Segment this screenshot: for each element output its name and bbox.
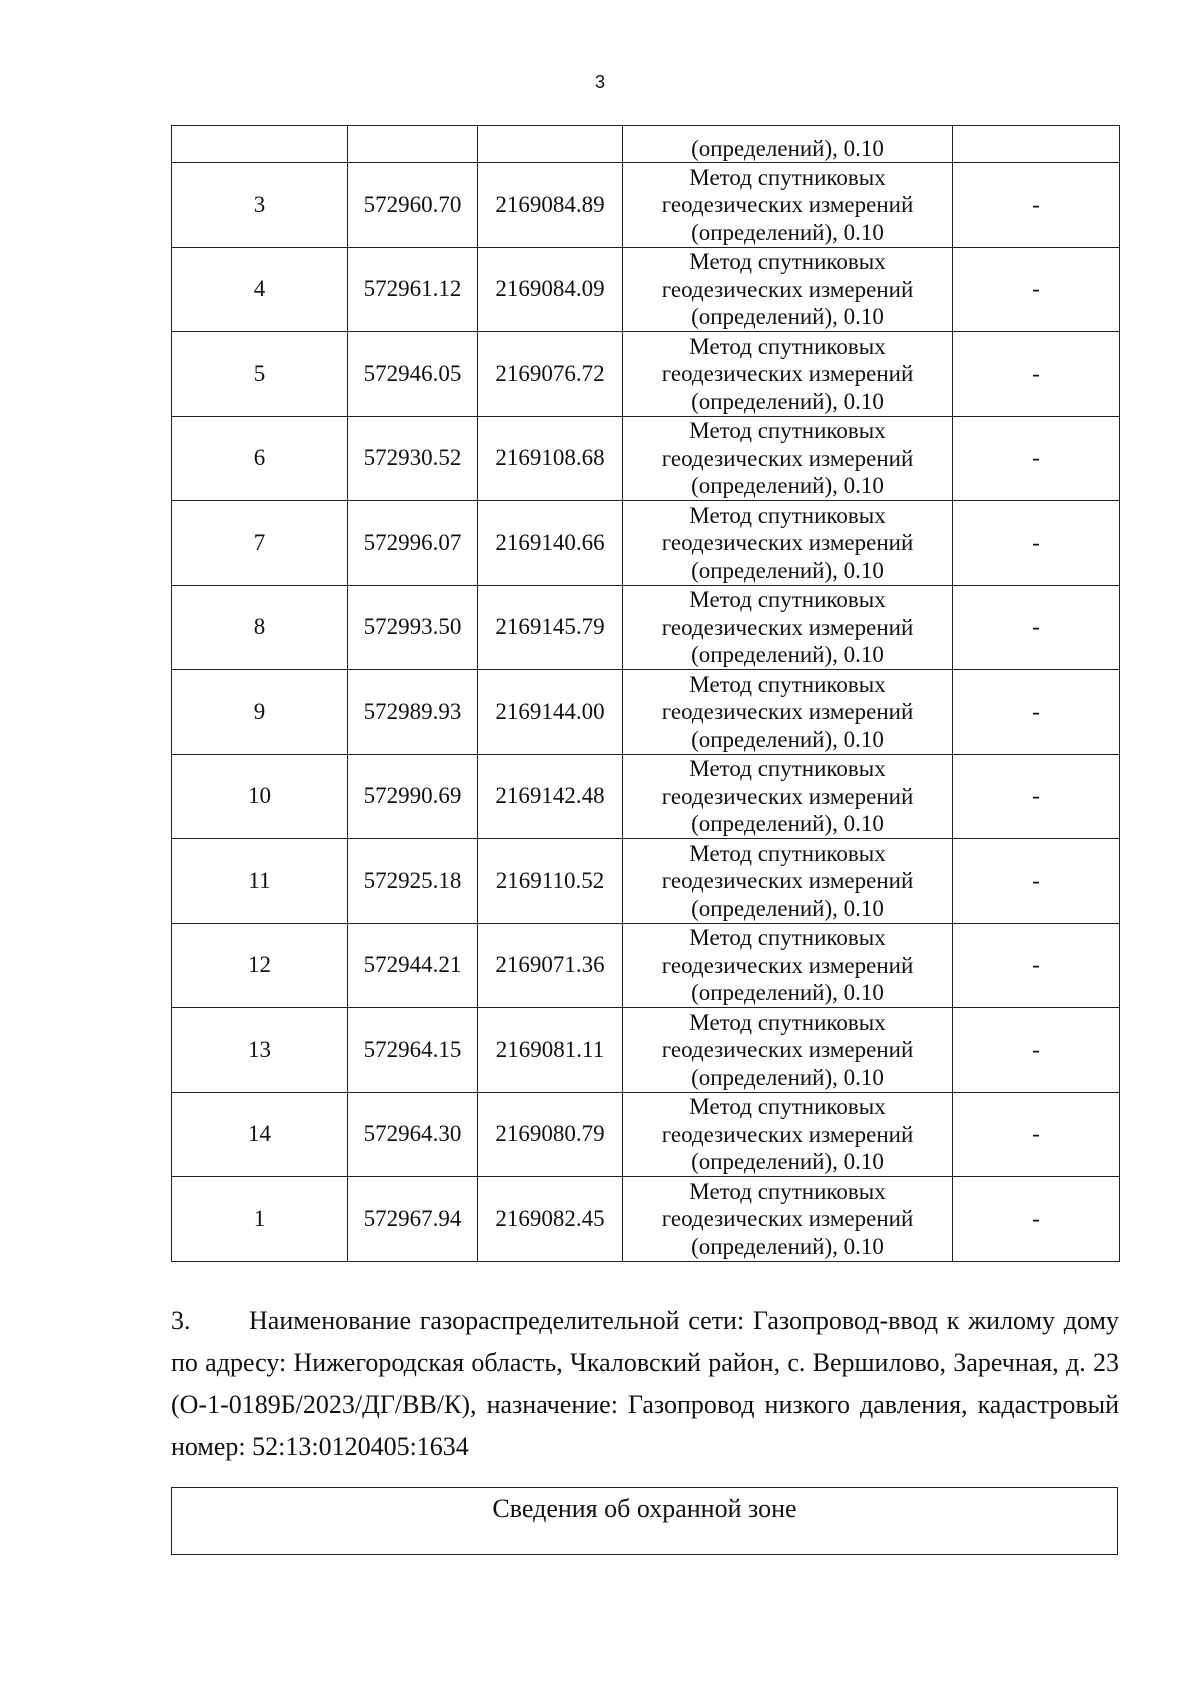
x-cell: 572967.94 <box>348 1177 478 1262</box>
y-cell: 2169140.66 <box>478 501 623 586</box>
method-line: геодезических измерений <box>661 1206 914 1231</box>
method-line: Метод спутниковых <box>689 1009 886 1035</box>
point-cell: 13 <box>172 1008 348 1093</box>
point-cell: 14 <box>172 1092 348 1177</box>
y-cell: 2169080.79 <box>478 1092 623 1177</box>
section-text: Наименование газораспределительной сети: Газопровод-ввод к жилому дому по адресу: Нижегородская область, Чкаловский район, с. Вершилово, Заречная, д. 23 (О-1-0189Б/2023/ДГ/ВВ/К), назначение: Газопровод низкого давления, кадастровый номер: 52:13:0120405:1634 <box>171 1306 1119 1461</box>
y-cell: 2169076.72 <box>478 332 623 417</box>
y-cell: 2169084.89 <box>478 163 623 248</box>
table-row <box>172 416 1120 501</box>
note-cell: - <box>953 1092 1120 1177</box>
method-line: (определений), 0.10 <box>691 557 884 583</box>
protection-zone-title: Сведения об охранной зоне <box>492 1494 797 1523</box>
note-cell: - <box>953 247 1120 332</box>
method-line: Метод спутниковых <box>689 671 886 697</box>
point-cell: 3 <box>172 163 348 248</box>
point-cell: 12 <box>172 923 348 1008</box>
y-cell: 2169082.45 <box>478 1177 623 1262</box>
x-cell: 572990.69 <box>348 754 478 839</box>
method-line: (определений), 0.10 <box>691 388 884 414</box>
method-line: Метод спутниковых <box>689 1094 886 1119</box>
method-line: (определений), 0.10 <box>691 304 884 329</box>
x-cell <box>348 126 478 163</box>
method-cell <box>623 1092 953 1177</box>
method-line: геодезических измерений <box>661 614 914 640</box>
method-line: (определений), 0.10 <box>691 811 884 836</box>
method-line: геодезических измерений <box>661 783 914 809</box>
method-cell <box>623 332 953 417</box>
y-cell: 2169145.79 <box>478 585 623 670</box>
x-cell: 572944.21 <box>348 923 478 1008</box>
method-line: Метод спутниковых <box>689 502 886 528</box>
method-line: (определений), 0.10 <box>691 219 884 245</box>
table-row <box>172 163 1120 248</box>
table-row-continued <box>172 126 1120 163</box>
method-line: геодезических измерений <box>661 1121 914 1147</box>
table-row <box>172 332 1120 417</box>
method-cell <box>623 585 953 670</box>
method-cell <box>623 839 953 924</box>
method-cell <box>623 163 953 248</box>
method-line: (определений), 0.10 <box>691 473 884 498</box>
method-line: геодезических измерений <box>661 192 914 217</box>
method-cell <box>623 670 953 755</box>
method-line: Метод спутниковых <box>689 333 886 359</box>
method-line: Метод спутниковых <box>689 925 886 950</box>
point-cell <box>172 126 348 163</box>
method-line: (определений), 0.10 <box>691 642 884 667</box>
coordinates-table-body <box>172 126 1120 1262</box>
method-line: (определений), 0.10 <box>691 1233 884 1259</box>
table-row <box>172 1092 1120 1177</box>
method-line: геодезических измерений <box>661 868 914 893</box>
table-row <box>172 1177 1120 1262</box>
note-cell: - <box>953 839 1120 924</box>
method-line: Метод спутниковых <box>689 249 886 274</box>
x-cell: 572964.15 <box>348 1008 478 1093</box>
point-cell: 9 <box>172 670 348 755</box>
method-line: Метод спутниковых <box>689 164 886 190</box>
x-cell: 572925.18 <box>348 839 478 924</box>
method-line: (определений), 0.10 <box>691 726 884 752</box>
section-number: 3. <box>171 1306 191 1335</box>
table-row <box>172 923 1120 1008</box>
y-cell: 2169144.00 <box>478 670 623 755</box>
point-cell: 6 <box>172 416 348 501</box>
point-cell: 4 <box>172 247 348 332</box>
method-line: геодезических измерений <box>661 699 914 724</box>
table-row <box>172 501 1120 586</box>
method-cell <box>623 501 953 586</box>
note-cell: - <box>953 585 1120 670</box>
x-cell: 572960.70 <box>348 163 478 248</box>
x-cell: 572946.05 <box>348 332 478 417</box>
method-cell <box>623 923 953 1008</box>
method-cell <box>623 1177 953 1262</box>
method-line: Метод спутниковых <box>689 418 886 443</box>
note-cell: - <box>953 670 1120 755</box>
x-cell: 572989.93 <box>348 670 478 755</box>
method-line: геодезических измерений <box>661 445 914 471</box>
method-cell <box>623 416 953 501</box>
method-line: Метод спутниковых <box>689 756 886 781</box>
method-line: (определений), 0.10 <box>691 980 884 1005</box>
note-cell: - <box>953 923 1120 1008</box>
table-row <box>172 247 1120 332</box>
table-row <box>172 585 1120 670</box>
point-cell: 5 <box>172 332 348 417</box>
point-cell: 8 <box>172 585 348 670</box>
point-cell: 10 <box>172 754 348 839</box>
table-row <box>172 670 1120 755</box>
note-cell: - <box>953 1177 1120 1262</box>
point-cell: 1 <box>172 1177 348 1262</box>
protection-zone-box <box>171 1487 1118 1555</box>
method-line: геодезических измерений <box>661 276 914 302</box>
page-number: 3 <box>594 72 605 92</box>
point-cell: 11 <box>172 839 348 924</box>
method-line: Метод спутниковых <box>689 840 886 866</box>
x-cell: 572964.30 <box>348 1092 478 1177</box>
note-cell: - <box>953 332 1120 417</box>
section-paragraph <box>171 1300 1119 1468</box>
y-cell: 2169071.36 <box>478 923 623 1008</box>
method-line: геодезических измерений <box>661 530 914 555</box>
y-cell: 2169081.11 <box>478 1008 623 1093</box>
y-cell: 2169110.52 <box>478 839 623 924</box>
x-cell: 572993.50 <box>348 585 478 670</box>
method-line: Метод спутниковых <box>689 587 886 612</box>
method-cell <box>623 754 953 839</box>
table-row <box>172 1008 1120 1093</box>
y-cell: 2169142.48 <box>478 754 623 839</box>
table-row <box>172 839 1120 924</box>
x-cell: 572930.52 <box>348 416 478 501</box>
method-line: (определений), 0.10 <box>691 1064 884 1090</box>
method-cell: (определений), 0.10 <box>623 126 953 163</box>
method-cell <box>623 1008 953 1093</box>
note-cell: - <box>953 501 1120 586</box>
method-line: геодезических измерений <box>661 361 914 386</box>
x-cell: 572961.12 <box>348 247 478 332</box>
point-cell: 7 <box>172 501 348 586</box>
table-row <box>172 754 1120 839</box>
note-cell: - <box>953 416 1120 501</box>
method-line: (определений), 0.10 <box>691 895 884 921</box>
method-cell <box>623 247 953 332</box>
y-cell: 2169108.68 <box>478 416 623 501</box>
note-cell: - <box>953 163 1120 248</box>
note-cell: - <box>953 754 1120 839</box>
y-cell: 2169084.09 <box>478 247 623 332</box>
x-cell: 572996.07 <box>348 501 478 586</box>
y-cell <box>478 126 623 163</box>
method-line: геодезических измерений <box>661 952 914 978</box>
method-line: геодезических измерений <box>661 1037 914 1062</box>
note-cell: - <box>953 1008 1120 1093</box>
method-line: Метод спутниковых <box>689 1178 886 1204</box>
method-line: (определений), 0.10 <box>691 1149 884 1174</box>
coordinates-table <box>171 125 1120 1262</box>
note-cell <box>953 126 1120 163</box>
